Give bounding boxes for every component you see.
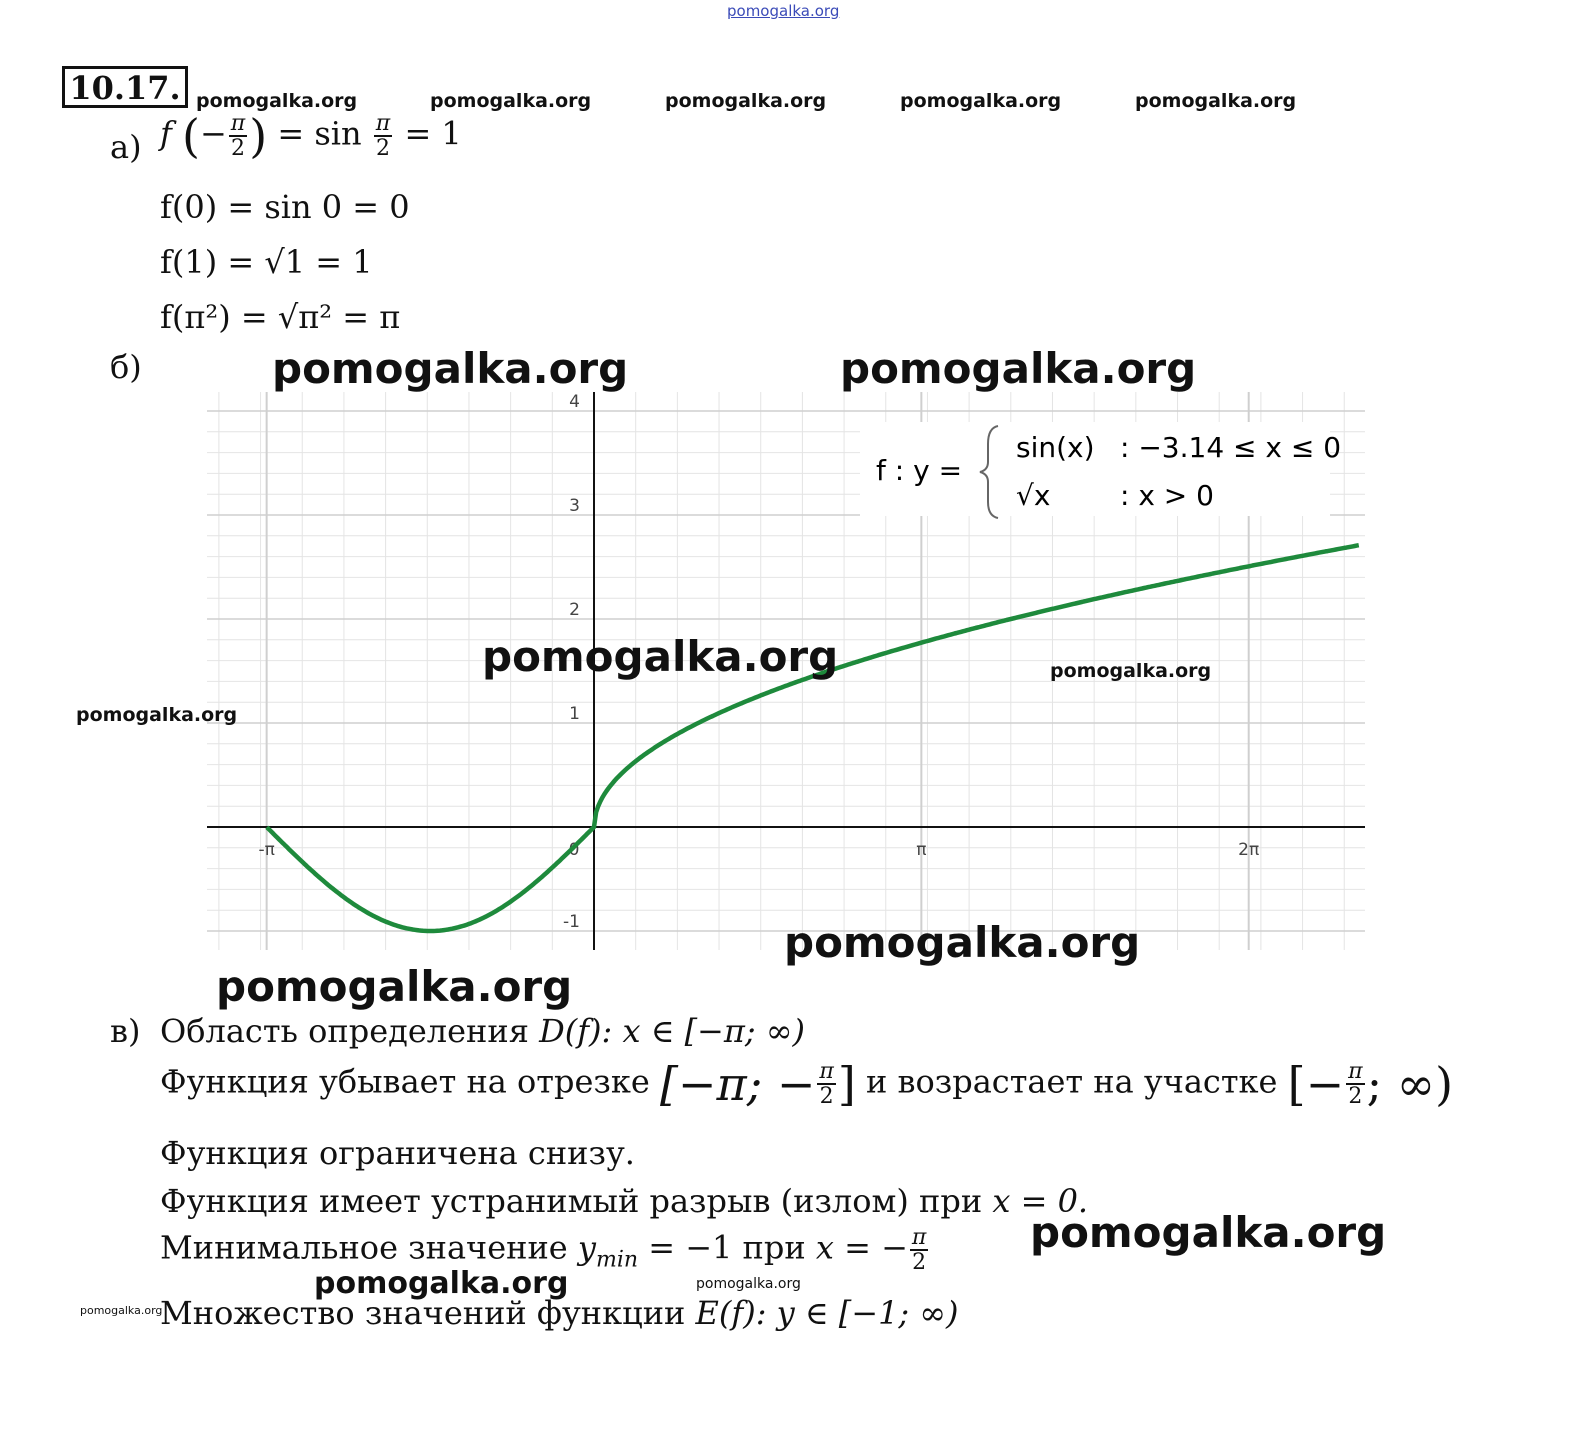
part-c-label: в): [110, 1012, 141, 1050]
paren-close: ): [249, 109, 268, 164]
curve: [267, 545, 1359, 931]
x-tick-label: -π: [258, 840, 275, 860]
break-math: x = 0.: [992, 1182, 1089, 1220]
legend-prefix: f : y =: [876, 454, 963, 487]
watermark: pomogalka.org: [272, 344, 629, 393]
legend: [860, 422, 1341, 518]
watermark: pomogalka.org: [314, 1266, 569, 1301]
bounded-line: Функция ограничена снизу.: [160, 1134, 635, 1172]
fraction-pi-2-e: $\frac{\pi}{2}$: [911, 1225, 927, 1276]
bracket-open-2: [−: [1287, 1057, 1345, 1112]
bracket-open: [−π; −: [659, 1057, 816, 1112]
fraction-pi-2-d: $\frac{\pi}{2}$: [1348, 1059, 1363, 1110]
y-tick-label: 2: [569, 600, 580, 620]
y-tick-label: 4: [569, 392, 580, 412]
legend-case2-expr: √x: [1016, 479, 1051, 512]
watermark: pomogalka.org: [900, 90, 1062, 112]
x-tick-label: 2π: [1238, 840, 1260, 860]
watermark: pomogalka.org: [430, 90, 592, 112]
range-line: Множество значений функции E(f): y ∈ [−1; ∞): [160, 1294, 959, 1332]
paren-open: (: [182, 109, 200, 164]
x-tick-label: 0: [568, 840, 580, 860]
watermark-top: pomogalka.org: [727, 2, 840, 20]
problem-number: 10.17.: [62, 66, 188, 108]
domain-math: D(f): x ∈ [−π; ∞): [539, 1012, 805, 1050]
part-a-label: а): [110, 128, 142, 166]
fraction-pi-2-b: $\frac{\pi}{2}$: [375, 111, 391, 162]
minus: −: [199, 114, 227, 153]
fraction-pi-2-c: $\frac{\pi}{2}$: [819, 1059, 834, 1110]
y-min: $y_{min}$: [577, 1228, 639, 1272]
y-tick-label: 3: [569, 496, 580, 516]
watermark: pomogalka.org: [1050, 660, 1212, 682]
x-tick-label: π: [916, 840, 927, 860]
break-line: Функция имеет устранимый разрыв (излом) при x = 0.: [160, 1182, 1089, 1220]
func-f: f: [160, 114, 172, 153]
part-b-label: б): [110, 348, 142, 386]
legend-case1-cond: : −3.14 ≤ x ≤ 0: [1120, 431, 1342, 464]
eq-sin: = sin: [277, 114, 362, 153]
part-a-line-3: f(1) = √1 = 1: [160, 243, 373, 281]
watermark: pomogalka.org: [482, 632, 839, 681]
watermark: pomogalka.org: [696, 1276, 801, 1292]
y-tick-label: 1: [569, 704, 580, 724]
range-math: E(f): y ∈ [−1; ∞): [695, 1294, 959, 1332]
function-curve: [267, 545, 1359, 931]
y-tick-label: -1: [563, 912, 580, 932]
watermark: pomogalka.org: [784, 918, 1141, 967]
min-line: Минимальное значение $y_{min} = -1$ при x = − $\frac{\pi}{2}$: [160, 1225, 927, 1276]
watermark: pomogalka.org: [665, 90, 827, 112]
watermark: pomogalka.org: [76, 704, 238, 726]
legend-case1-expr: sin(x): [1016, 431, 1095, 464]
watermark: pomogalka.org: [80, 1304, 163, 1317]
monotonic-line: Функция убывает на отрезке [−π; − $\frac{\pi}{2}$ ] и возрастает на участке [− $\frac{\pi}{2}$ ; ∞): [160, 1057, 1454, 1112]
watermark: pomogalka.org: [196, 90, 358, 112]
watermark: pomogalka.org: [1135, 90, 1297, 112]
eq-result: = 1: [404, 114, 462, 153]
watermark: pomogalka.org: [840, 344, 1197, 393]
watermark: pomogalka.org: [1030, 1208, 1387, 1257]
fraction-pi-2: $\frac{\pi}{2}$: [230, 111, 246, 162]
part-a-line-2: f(0) = sin 0 = 0: [160, 188, 410, 226]
legend-case2-cond: : x > 0: [1120, 479, 1214, 512]
watermark: pomogalka.org: [216, 962, 573, 1011]
bracket-close: ]: [837, 1057, 856, 1112]
part-a-line-4: f(π²) = √π² = π: [160, 298, 401, 336]
domain-line: Область определения D(f): x ∈ [−π; ∞): [160, 1012, 805, 1050]
bracket-close-2: ; ∞): [1366, 1057, 1454, 1112]
